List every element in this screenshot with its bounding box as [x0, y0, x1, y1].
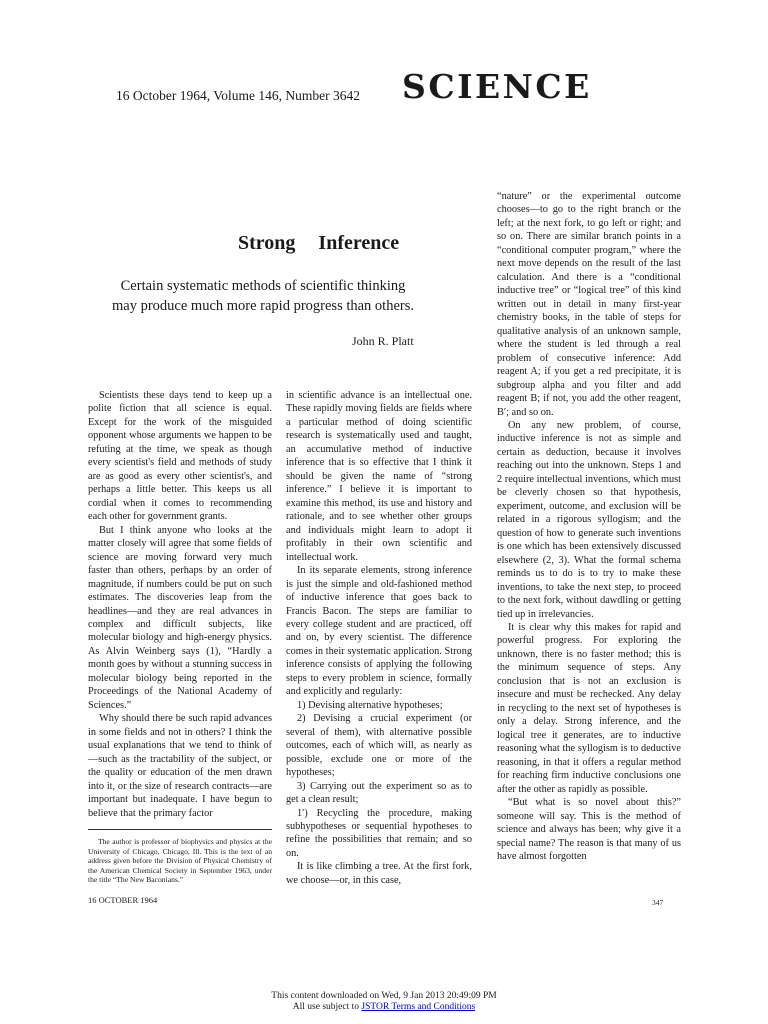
jstor-terms-link[interactable]: JSTOR Terms and Conditions: [361, 1002, 476, 1012]
step-item: 1′) Recycling the procedure, making subhypotheses or sequential hypotheses to refine the possibilities that remain; and so on.: [286, 807, 472, 859]
terms-prefix: All use subject to: [292, 1002, 362, 1012]
paragraph: “But what is so novel about this?” someone will say. This is the method of science and always has been; why give it a special name? The reason is that many of us have almost forgotten: [497, 797, 681, 862]
author-footnote: The author is professor of biophysics and physics at the University of Chicago, Chicago, Ill. This is the text of an address given before the Division of Physical Chemistry of the American Chemical Society in September 1963, under the title “The New Baconians.”: [88, 837, 272, 884]
paragraph: “nature” or the experimental outcome chooses—to go to the right branch or the left; at the next fork, to go left or right; and so on. There are similar branch points in a “conditional computer program,” where the next move depends on the result of the last calculation. And there is a “conditional inductive tree” or “logical tree” of this kind written out in detail in many first-year chemistry books, in the table of steps for qualitative analysis of an unknown sample, where the student is led through a real problem of consecutive inference: Add reagent A; if you get a red precipitate, it is subgroup alpha and you filter and add reagent B; if not, you add the other reagent, B′; and so on.: [497, 191, 681, 418]
download-notice: This content downloaded on Wed, 9 Jan 2013 20:49:09 PM: [271, 991, 497, 1001]
article-deck: [88, 276, 438, 316]
paragraph: In its separate elements, strong inference is just the simple and old-fashioned method of inductive inference that goes back to Francis Bacon. The steps are familiar to every college student and are practiced, off and on, by every scientist. The difference comes in their systematic application. Strong inference consists of applying the following steps to every problem in science, formally and explicitly and regularly:: [286, 565, 472, 698]
article-title: Strong Inference: [238, 232, 400, 254]
body-column-3: [497, 190, 681, 863]
paragraph: It is clear why this makes for rapid and powerful progress. For exploring the unknown, there is no faster method; this is the minimum sequence of steps. Any conclusion that is not an exclusion is insecure and must be rechecked. Any delay in recycling to the next set of hypotheses is only a delay. Strong inference, and the logical tree it generates, are to inductive reasoning what the syllogism is to deductive reasoning, in that it offers a regular method for reaching firm inductive conclusions one after the other as rapidly as possible.: [497, 622, 681, 795]
masthead-issue: 16 October 1964, Volume 146, Number 3642: [116, 88, 360, 103]
paragraph: in scientific advance is an intellectual one. These rapidly moving fields are fields where a particular method of doing scientific research is systematically used and taught, an accumulative method of inductive inference that is so effective that I think it should be given the name of “strong inference.” I believe it is important to examine this method, its use and history and rationale, and to see whether other groups and individuals might learn to adopt it profitably in their own scientific and intellectual work.: [286, 390, 472, 563]
paragraph: Why should there be such rapid advances in some fields and not in others? I think the usual explanations that we tend to think of—such as the tractability of the subject, or the quality or education of the men drawn into it, or the size of research contracts—are important but inadequate. I have begun to believe that the primary factor: [88, 713, 272, 819]
page-number: 347: [652, 898, 664, 907]
body-column-1: [88, 389, 272, 820]
author-byline: John R. Platt: [352, 334, 414, 348]
journal-name: SCIENCE: [402, 67, 592, 106]
paragraph: But I think anyone who looks at the matter closely will agree that some fields of science are moving forward very much faster than others, perhaps by an order of magnitude, if numbers could be put on such estimates. The discoveries leap from the headlines—and they are real advances in complex and difficult subjects, like molecular biology and high-energy physics. As Alvin Weinberg says (1), “Hardly a month goes by without a stunning success in molecular biology being reported in the Proceedings of the National Academy of Sciences.”: [88, 524, 272, 711]
paragraph: On any new problem, of course, inductive inference is not as simple and certain as deduction, because it involves reaching out into the unknown. Steps 1 and 2 require intellectual inventions, which must be cleverly chosen so that hypothesis, experiment, outcome, and exclusion will be related in a rigorous syllogism; and the question of how to generate such inventions is one which has been extensively discussed elsewhere (2, 3). What the formal schema reminds us to do is to try to make these inventions, to take the next step, to proceed to the next fork, without dawdling or getting tied up in irrelevancies.: [497, 419, 681, 620]
deck-line: Certain systematic methods of scientific thinking: [120, 278, 406, 294]
step-item: 1) Devising alternative hypotheses;: [297, 699, 443, 711]
jstor-notice: [0, 991, 768, 1013]
footer-date: 16 OCTOBER 1964: [88, 895, 158, 905]
paragraph: Scientists these days tend to keep up a polite fiction that all science is equal. Except for the work of the misguided opponent whose arguments we happen to be refuting at the time, we speak as though every scientist's field and methods of study are as good as every other scientist's, and perhaps a little better. This keeps us all cordial when it comes to recommending each other for government grants.: [88, 390, 272, 523]
deck-line: may produce much more rapid progress than others.: [112, 298, 414, 314]
step-item: 2) Devising a crucial experiment (or several of them), with alternative possible outcomes, each of which will, as nearly as possible, exclude one or more of the hypotheses;: [286, 713, 472, 779]
paragraph: It is like climbing a tree. At the first fork, we choose—or, in this case,: [286, 861, 472, 886]
footnote-divider: [88, 829, 272, 830]
step-item: 3) Carrying out the experiment so as to get a clean result;: [286, 780, 472, 806]
body-column-2: [286, 389, 472, 887]
terms-line: [0, 1002, 768, 1013]
